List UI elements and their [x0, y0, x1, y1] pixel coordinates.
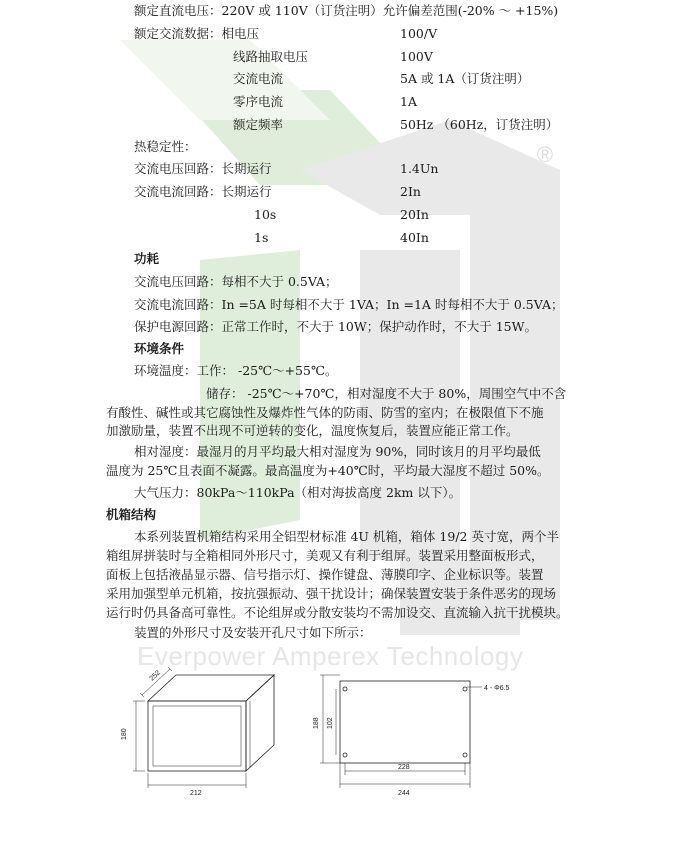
registered-mark: ® [536, 142, 554, 167]
case-paragraph-line: 运行时仍具备高可靠性。不论组屏或分散安装均不需加设交、直流输入抗干扰模块。 [106, 605, 569, 620]
env-humidity: 温度为 25℃且表面不凝露。最高温度为+40℃时，平均最大湿度不超过 50%。 [106, 463, 550, 478]
case-top-face [148, 675, 274, 701]
duration-10s-label: 10s [254, 207, 277, 222]
power-line: 交流电流回路：In =5A 时每相不大于 1VA；In =1A 时每相不大于 0.5VA； [134, 297, 564, 312]
case-paragraph-line: 采用加强型单元机箱，按抗强振动、强干扰设计；确保装置安装于条件恶劣的现场 [106, 586, 557, 601]
power-line: 保护电源回路：正常工作时，不大于 10W；保护动作时，不大于 15W。 [134, 319, 537, 334]
power-heading: 功耗 [134, 251, 160, 266]
outer-height-label: 188 [313, 717, 320, 729]
mount-hole [463, 753, 467, 757]
duration-10s-value: 20In [400, 207, 429, 222]
inner-width-label: 228 [398, 764, 410, 771]
env-storage: 储存： -25℃～+70℃，相对湿度不大于 80%，周围空气中不含 [206, 386, 567, 401]
case-paragraph-line: 箱组屏拼装时与全箱相同外形尺寸，美观又有利于组屏。装置采用整面板形式， [106, 548, 544, 563]
ac-current-loop-value: 2In [400, 184, 421, 199]
thermal-stability-label: 热稳定性： [134, 139, 197, 154]
left-width-label: 212 [190, 790, 202, 797]
ac-voltage-loop-value: 1.4Un [400, 161, 439, 176]
zero-seq-label: 零序电流 [233, 94, 284, 109]
mount-hole [343, 687, 347, 691]
panel-outline [340, 681, 470, 763]
frequency-value: 50Hz （60Hz，订货注明） [400, 117, 559, 132]
case-isometric-drawing [133, 667, 274, 788]
case-drawings [0, 655, 695, 805]
line-voltage-value: 100V [400, 49, 433, 64]
env-storage: 有酸性、碱性或其它腐蚀性及爆炸性气体的防雨、防雪的室内；在极限值下不施 [106, 405, 544, 420]
env-temp-work: 环境温度：工作： -25℃～+55℃。 [134, 363, 338, 378]
phase-voltage-value: 100/V [400, 26, 438, 41]
panel-cutout-drawing [320, 675, 482, 788]
case-heading: 机箱结构 [106, 507, 157, 522]
ac-current-label: 交流电流 [233, 71, 284, 86]
watermark-text: Everpower Amperex Technology [137, 641, 524, 671]
rated-ac-label: 额定交流数据：相电压 [134, 26, 260, 41]
ac-current-value: 5A 或 1A（订货注明） [400, 71, 530, 86]
depth-label: 252 [148, 669, 162, 683]
env-storage: 加激励量，装置不出现不可逆转的变化，温度恢复后，装置应能正常工作。 [106, 423, 519, 438]
duration-1s-value: 40In [400, 230, 429, 245]
ac-current-loop-label: 交流电流回路：长期运行 [134, 184, 272, 199]
left-height-label: 180 [121, 728, 128, 740]
case-paragraph-line: 面板上包括液晶显示器、信号指示灯、操作键盘、薄膜印字、企业标识等。装置 [106, 567, 544, 582]
inner-height-label: 102 [327, 717, 334, 729]
rated-dc-voltage: 额定直流电压：220V 或 110V（订货注明）允许偏差范围(-20% ～ +15%) [134, 3, 559, 18]
case-paragraph-line: 本系列装置机箱结构采用全铝型材标准 4U 机箱，箱体 19/2 英寸宽，两个半 [134, 529, 559, 544]
mount-hole [343, 753, 347, 757]
env-pressure: 大气压力：80kPa～110kPa（相对海拔高度 2km 以下）。 [134, 485, 462, 500]
power-line: 交流电压回路：每相不大于 0.5VA； [134, 274, 338, 289]
zero-seq-value: 1A [400, 94, 417, 109]
mount-hole [463, 687, 467, 691]
drawings-intro: 装置的外形尺寸及安装开孔尺寸如下所示： [134, 625, 372, 640]
env-heading: 环境条件 [134, 341, 185, 356]
case-front-face [148, 701, 246, 771]
ac-voltage-loop-label: 交流电压回路：长期运行 [134, 161, 272, 176]
env-humidity: 相对湿度：最湿月的月平均最大相对湿度为 90%，同时该月的月平均最低 [134, 444, 541, 459]
duration-1s-label: 1s [254, 230, 269, 245]
frequency-label: 额定频率 [233, 117, 284, 132]
line-voltage-label: 线路抽取电压 [233, 49, 309, 64]
hole-label: 4 - Φ6.5 [484, 685, 510, 692]
outer-width-label: 244 [398, 790, 410, 797]
